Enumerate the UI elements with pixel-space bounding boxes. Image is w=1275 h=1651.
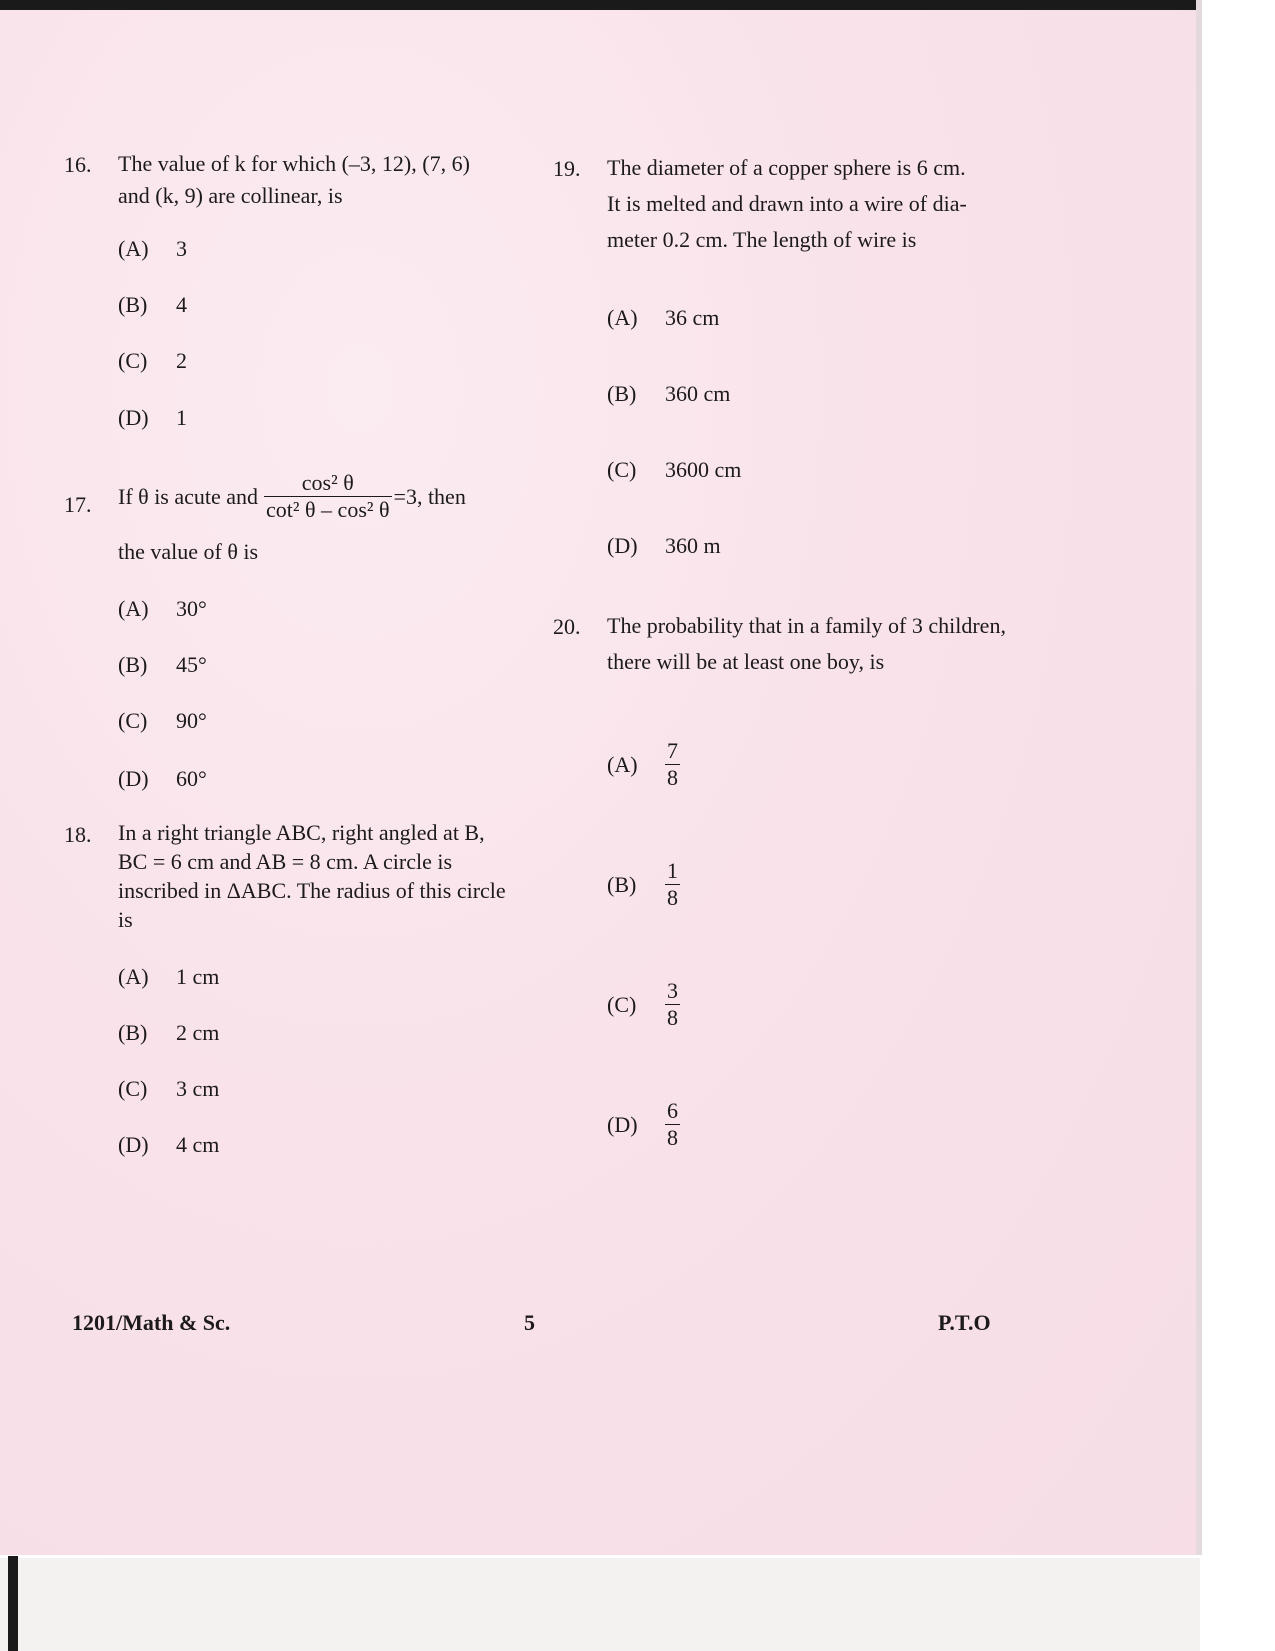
- option-c: [607, 457, 741, 483]
- option-c: [118, 708, 207, 734]
- option-label: (C): [607, 457, 637, 482]
- option-label: (A): [118, 236, 149, 261]
- option-value: 3: [176, 236, 187, 261]
- page-edge: [1196, 0, 1202, 1555]
- fraction-denominator: cot² θ – cos² θ: [266, 497, 390, 522]
- option-label: (D): [607, 533, 638, 558]
- option-label: (A): [607, 751, 638, 777]
- option-c: [118, 348, 187, 374]
- option-a: [118, 964, 219, 990]
- fraction-denominator: 8: [667, 1005, 678, 1030]
- fraction: [665, 738, 680, 791]
- option-d: [607, 533, 721, 559]
- fraction: [665, 858, 680, 911]
- option-value: 360 m: [665, 533, 721, 558]
- question-18-text: [118, 818, 506, 934]
- option-label: (A): [118, 596, 149, 621]
- option-label: (B): [118, 652, 148, 677]
- option-a: [607, 738, 680, 791]
- scan-edge-bar: [8, 1556, 18, 1651]
- fraction-denominator: 8: [667, 1125, 678, 1150]
- question-line: The diameter of a copper sphere is 6 cm.: [607, 155, 966, 180]
- option-a: [118, 236, 187, 262]
- option-b: [607, 858, 680, 911]
- fraction-numerator: cos² θ: [301, 470, 354, 495]
- fraction-denominator: 8: [667, 885, 678, 910]
- fraction-denominator: 8: [667, 765, 678, 790]
- option-value: 3 cm: [176, 1076, 220, 1101]
- question-number: 18.: [64, 822, 92, 847]
- question-tail: =3, then: [393, 483, 466, 509]
- option-value: 360 cm: [665, 381, 731, 406]
- question-line: The value of k for which (–3, 12), (7, 6): [118, 151, 470, 176]
- option-label: (A): [118, 964, 149, 989]
- question-line: inscribed in ΔABC. The radius of this circle: [118, 878, 506, 903]
- option-c: [118, 1076, 219, 1102]
- scan-margin: [0, 1558, 1200, 1651]
- question-number: 17.: [64, 492, 92, 517]
- option-value: 45°: [176, 652, 207, 677]
- question-19-text: [607, 150, 967, 258]
- option-label: (B): [118, 1020, 148, 1045]
- question-line: meter 0.2 cm. The length of wire is: [607, 227, 917, 252]
- question-number: 19.: [553, 156, 581, 181]
- option-d: [118, 405, 187, 431]
- option-label: (C): [118, 708, 148, 733]
- option-d: [118, 766, 207, 792]
- option-a: [607, 305, 719, 331]
- fraction: [665, 978, 680, 1031]
- fraction-numerator: 7: [667, 738, 678, 763]
- fraction-numerator: 1: [667, 858, 678, 883]
- question-17-text: [118, 470, 466, 523]
- page-number: 5: [524, 1310, 535, 1335]
- option-label: (C): [118, 1076, 148, 1101]
- question-line: and (k, 9) are collinear, is: [118, 183, 343, 208]
- option-label: (D): [118, 766, 149, 791]
- question-line: there will be at least one boy, is: [607, 649, 885, 674]
- option-a: [118, 596, 207, 622]
- paper-code: 1201/Math & Sc.: [72, 1310, 231, 1335]
- question-line: BC = 6 cm and AB = 8 cm. A circle is: [118, 849, 453, 874]
- question-line: In a right triangle ABC, right angled at B,: [118, 820, 485, 845]
- question-20-text: [607, 608, 1006, 680]
- question-number: 16.: [64, 152, 92, 177]
- question-line: is: [118, 907, 133, 932]
- fraction: [665, 1098, 680, 1151]
- option-label: (B): [607, 381, 637, 406]
- option-d: [118, 1132, 219, 1158]
- option-value: 3600 cm: [665, 457, 742, 482]
- option-value: 60°: [176, 766, 207, 791]
- option-b: [607, 381, 730, 407]
- question-number: 20.: [553, 614, 581, 639]
- option-label: (A): [607, 305, 638, 330]
- question-lead: If θ is acute and: [118, 483, 259, 509]
- option-label: (B): [118, 292, 148, 317]
- option-b: [118, 292, 187, 318]
- question-line: The probability that in a family of 3 children,: [607, 613, 1006, 638]
- option-b: [118, 1020, 219, 1046]
- top-border: [0, 0, 1200, 10]
- option-label: (C): [607, 991, 637, 1017]
- option-label: (B): [607, 871, 637, 897]
- option-label: (C): [118, 348, 148, 373]
- question-line: It is melted and drawn into a wire of dia-: [607, 191, 967, 216]
- fraction: [264, 470, 391, 523]
- option-value: 4: [176, 292, 187, 317]
- option-value: 2: [176, 348, 187, 373]
- option-value: 30°: [176, 596, 207, 621]
- fraction-numerator: 3: [667, 978, 678, 1003]
- option-label: (D): [607, 1111, 638, 1137]
- option-c: [607, 978, 680, 1031]
- question-line: the value of θ is: [118, 539, 259, 564]
- option-value: 1 cm: [176, 964, 220, 989]
- option-label: (D): [118, 1132, 149, 1157]
- option-value: 2 cm: [176, 1020, 220, 1045]
- option-value: 4 cm: [176, 1132, 220, 1157]
- fraction-numerator: 6: [667, 1098, 678, 1123]
- option-d: [607, 1098, 680, 1151]
- option-label: (D): [118, 405, 149, 430]
- option-value: 1: [176, 405, 187, 430]
- option-value: 90°: [176, 708, 207, 733]
- option-value: 36 cm: [665, 305, 720, 330]
- question-16-text: [118, 148, 470, 212]
- pto-label: P.T.O: [938, 1310, 991, 1335]
- option-b: [118, 652, 207, 678]
